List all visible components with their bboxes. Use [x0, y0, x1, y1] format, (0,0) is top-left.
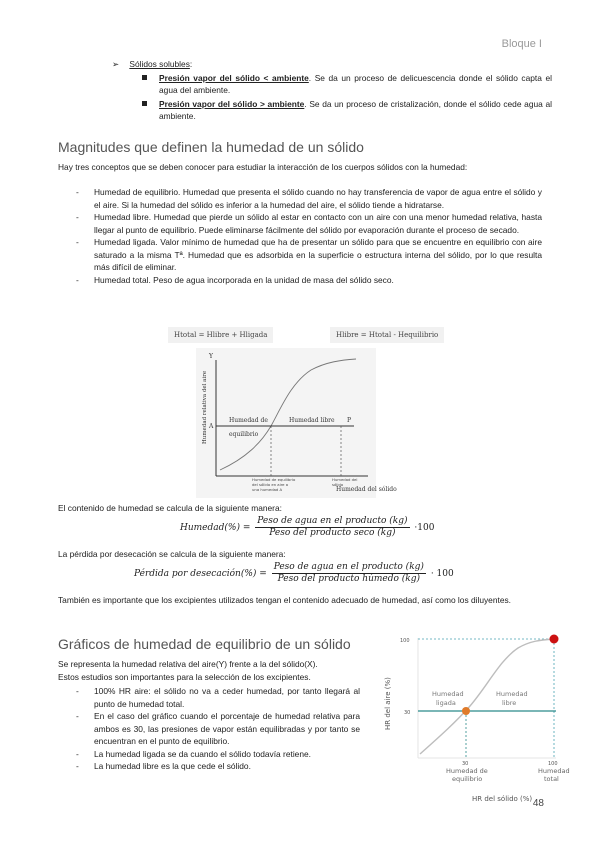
solubles-item1-bold: Presión vapor del sólido < ambiente — [159, 72, 309, 83]
list-item: - Humedad libre. Humedad que pierde un sólido al estar en contacto con un aire con una menor humedad relativa, hasta llegar al punto de equilibrio. Puede eliminarse fácilmente del sólido por evaporación durante el proceso de secado. — [76, 211, 542, 236]
x1-note-line2: del sólido en aire a — [252, 482, 289, 487]
label-a: A — [209, 423, 214, 430]
region-left-line1: Humedad de — [229, 417, 268, 424]
square-bullet-icon — [142, 101, 147, 106]
formula-humidity-lhs: Humedad(%) = — [180, 523, 251, 533]
y-tick-100: 100 — [400, 638, 410, 644]
region-libre-line2: libre — [502, 699, 517, 707]
x1-note-line1: Humedad de equilibrio — [252, 477, 296, 482]
list-item: - En el caso del gráfico cuando el porcentaje de humedad relativa para ambos es 30, las presiones de vapor están equilibradas y por tanto se encuentran en el punto de equilibrio. — [76, 710, 360, 748]
formula-total: Htotal = Hlibre + Hligada — [168, 327, 273, 343]
section1-bullets — [76, 186, 542, 286]
formula-libre: Hlibre = Htotal - Hequilibrio — [330, 327, 444, 343]
loss-intro: La pérdida por desecación se calcula de la siguiente manera: — [58, 549, 286, 559]
solubles-item-1 — [142, 72, 552, 97]
y-axis-label: HR del aire (%) — [384, 677, 392, 730]
x-axis-label: HR del sólido (%) — [472, 795, 533, 803]
excipients-note: También es importante que los excipientes utilizados tengan el contenido adecuado de humedad, así como los diluyentes. — [58, 595, 512, 605]
list-item: - Humedad total. Peso de agua incorporada en la unidad de masa del sólido seco. — [76, 274, 542, 287]
formula-humidity-denominator: Peso del producto seco (kg) — [269, 528, 396, 538]
region-ligada-line2: ligada — [436, 699, 456, 707]
section2-line2: Estos estudios son importantes para la selección de los excipientes. — [58, 672, 311, 682]
section2-bullets — [76, 685, 360, 773]
equilibrium-chart — [378, 630, 568, 808]
region-left-line2: equilibrio — [229, 431, 259, 438]
arrow-bullet-icon: ➢ — [112, 59, 120, 69]
list-item: - Humedad de equilibrio. Humedad que presenta el sólido cuando no hay transferencia de vapor de agua entre el sólido y el aire. Si la humedad del sólido es inferior a la humedad del aire, el sólido tiende a hidratarse. — [76, 186, 542, 211]
formula-humidity-multiplier: ·100 — [414, 523, 435, 533]
section2-line1: Se representa la humedad relativa del aire(Y) frente a la del sólido(X). — [58, 659, 318, 669]
formula-humidity — [180, 516, 434, 539]
list-item: - 100% HR aire: el sólido no va a ceder humedad, por tanto llegará al punto de humedad total. — [76, 685, 360, 710]
x-label-equilibrio-1: Humedad de — [446, 767, 488, 775]
solubles-item2-bold: Presión vapor del sólido > ambiente — [159, 98, 305, 109]
x2-note-line1: Humedad del — [332, 477, 358, 482]
list-item: - Humedad ligada. Valor mínimo de humedad que ha de presentar un sólido para que se encuentre en equilibrio con aire saturado a la misma Tª. Humedad que es adsorbida en la superficie o estructura interna del sólido, por lo que resulta más difícil de eliminar. — [76, 236, 542, 274]
formula-loss-multiplier: · 100 — [430, 569, 454, 579]
x-label-total-2: total — [544, 775, 559, 783]
label-p: P — [347, 417, 352, 424]
y-axis-label: Humedad relativa del aire — [202, 370, 208, 444]
total-point — [550, 635, 559, 644]
y-tick-30: 30 — [404, 710, 411, 716]
solubles-title: Sólidos solubles — [129, 59, 190, 69]
label-y-top: Y — [209, 353, 213, 360]
x-label-equilibrio-2: equilibrio — [452, 775, 483, 783]
x-label-total-1: Humedad — [538, 767, 570, 775]
square-bullet-icon — [142, 75, 147, 80]
region-libre-line1: Humedad — [496, 690, 528, 698]
solubles-item1-text: . Se da un proceso de delicuescencia donde el sólido capta el agua del ambiente. — [159, 72, 553, 95]
solubles-item2-text: . Se da un proceso de cristalización, donde el sólido cede agua al ambiente. — [159, 98, 552, 121]
x-axis-label: Humedad del sólido — [336, 486, 397, 493]
page-number: 48 — [532, 798, 544, 809]
formula-humidity-numerator: Peso de agua en el producto (kg) — [257, 516, 408, 526]
x1-note-line3: una humedad A — [252, 487, 283, 492]
x2-note-line2: sólido — [332, 482, 344, 487]
x-tick-30: 30 — [462, 761, 469, 767]
region-ligada-line1: Humedad — [432, 690, 464, 698]
humidity-diagram — [196, 348, 397, 498]
region-right: Humedad libre — [289, 417, 335, 424]
section1-intro: Hay tres conceptos que se deben conocer para estudiar la interacción de los cuerpos sólidos con la humedad: — [58, 162, 468, 172]
solubles-block — [112, 58, 552, 123]
formula-loss-lhs: Pérdida por desecación(%) = — [134, 569, 267, 579]
equilibrium-point — [462, 707, 470, 715]
content-intro: El contenido de humedad se calcula de la siguiente manera: — [58, 503, 282, 513]
section-header: Bloque I — [501, 38, 542, 50]
section1-heading: Magnitudes que definen la humedad de un sólido — [58, 139, 364, 155]
formula-loss-numerator: Peso de agua en el producto (kg) — [273, 562, 424, 572]
section2-heading: Gráficos de humedad de equilibrio de un sólido — [58, 636, 351, 652]
solubles-colon: : — [189, 59, 193, 69]
formula-loss — [134, 562, 454, 585]
list-item: - La humedad libre es la que cede el sólido. — [76, 760, 360, 773]
x-tick-100: 100 — [548, 761, 558, 767]
solubles-item-2 — [142, 98, 552, 123]
formula-loss-denominator: Peso del producto húmedo (kg) — [277, 574, 421, 584]
list-item: - La humedad ligada se da cuando el sólido todavía retiene. — [76, 748, 360, 761]
